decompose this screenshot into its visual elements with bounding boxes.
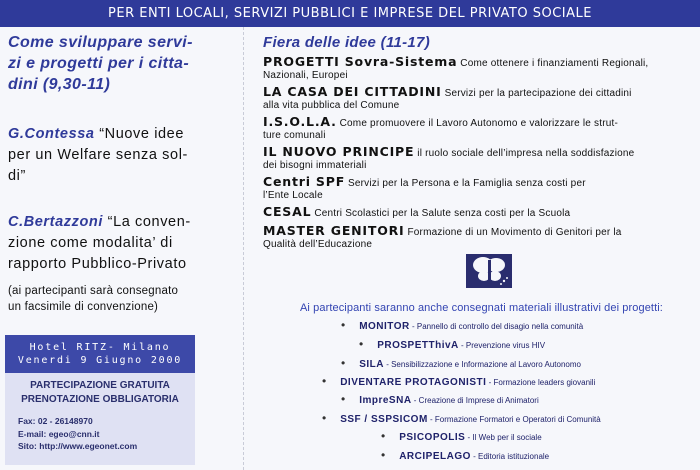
materials-title: Ai partecipanti saranno anche consegnati materiali illustrativi dei progetti:	[300, 302, 663, 314]
material-item: • SILA - Sensibilizzazione e Informazione al Lavoro Autonomo	[341, 356, 581, 370]
registration-text: PARTECIPAZIONE GRATUITA PRENOTAZIONE OBBLIGATORIA	[21, 380, 179, 405]
material-name: DIVENTARE PROTAGONISTI	[340, 377, 487, 388]
convention-note: (ai partecipanti sarà consegnato un facsimile di convenzione)	[8, 285, 179, 313]
material-name: SILA	[359, 359, 384, 370]
material-item: • SSF / SSPSICOM - Formazione Formatori e Operatori di Comunità	[322, 411, 601, 425]
project-name: I.S.O.L.A.	[263, 114, 337, 129]
event-venue-date: Hotel RITZ- Milano Venerdi 9 Giugno 2000	[5, 335, 195, 373]
project-item: Centri SPF Servizi per la Persona e la Famiglia senza costi per l’Ente Locale	[263, 174, 586, 201]
butterfly-logo-icon	[466, 254, 512, 288]
project-name: IL NUOVO PRINCIPE	[263, 144, 415, 159]
material-name: PROSPETThivA	[377, 340, 459, 351]
project-item: PROGETTI Sovra-Sistema Come ottenere i finanziamenti Regionali, Nazionali, Europei	[263, 54, 649, 81]
header-banner	[0, 0, 700, 27]
project-item: CESAL Centri Scolastici per la Salute senza costi per la Scuola	[263, 204, 571, 219]
project-item: LA CASA DEI CITTADINI Servizi per la partecipazione dei cittadini alla vita pubblica del Comune	[263, 84, 632, 111]
material-item: • MONITOR - Pannello di controllo del disagio nella comunità	[341, 318, 584, 332]
material-item: • PSICOPOLIS - Il Web per il sociale	[381, 429, 542, 443]
material-item: • ARCIPELAGO - Editoria istituzionale	[381, 448, 550, 462]
page-fold-divider	[243, 27, 244, 470]
speaker-name: G.Contessa	[8, 126, 95, 142]
banner-text: PER ENTI LOCALI, SERVIZI PUBBLICI E IMPRESE DEL PRIVATO SOCIALE	[108, 6, 592, 21]
project-item: I.S.O.L.A. Come promuovere il Lavoro Autonomo e valorizzare le strut- ture comunali	[263, 114, 618, 141]
left-column	[8, 32, 234, 315]
material-item: • ImpreSNA - Creazione di Imprese di Animatori	[341, 392, 539, 406]
material-name: SSF / SSPSICOM	[340, 414, 428, 425]
website-url: Sito: http://www.egeonet.com	[18, 441, 138, 451]
session-title: Come sviluppare servi- zi e progetti per i citta- dini (9,30-11)	[8, 34, 193, 93]
material-item: • PROSPETThivA - Prevenzione virus HIV	[359, 337, 546, 351]
talk-contessa: G.Contessa “Nuove idee per un Welfare senza sol- di”	[8, 126, 188, 184]
contact-info	[18, 415, 137, 453]
fax-number: Fax: 02 - 26148970	[18, 416, 93, 426]
email-address: E-mail: egeo@cnn.it	[18, 428, 100, 439]
right-column	[263, 34, 695, 250]
material-item: • DIVENTARE PROTAGONISTI - Formazione leaders giovanili	[322, 374, 596, 388]
project-name: MASTER GENITORI	[263, 223, 405, 238]
material-name: MONITOR	[359, 321, 410, 332]
project-name: LA CASA DEI CITTADINI	[263, 84, 442, 99]
project-name: CESAL	[263, 204, 312, 219]
talk-bertazzoni: C.Bertazzoni “La conven- zione come modalita’ di rapporto Pubblico-Privato	[8, 214, 191, 272]
project-name: PROGETTI Sovra-Sistema	[263, 54, 458, 69]
speaker-name: C.Bertazzoni	[8, 214, 104, 230]
fair-title: Fiera delle idee (11-17)	[263, 34, 430, 51]
project-item: IL NUOVO PRINCIPE il ruolo sociale dell’impresa nella soddisfazione dei bisogni immateriali	[263, 144, 635, 171]
material-name: PSICOPOLIS	[399, 432, 466, 443]
material-name: ARCIPELAGO	[399, 451, 471, 462]
project-name: Centri SPF	[263, 174, 346, 189]
material-name: ImpreSNA	[359, 395, 412, 406]
project-item: MASTER GENITORI Formazione di un Movimento di Genitori per la Qualità dell’Educazione	[263, 223, 622, 250]
registration-box	[5, 373, 195, 465]
